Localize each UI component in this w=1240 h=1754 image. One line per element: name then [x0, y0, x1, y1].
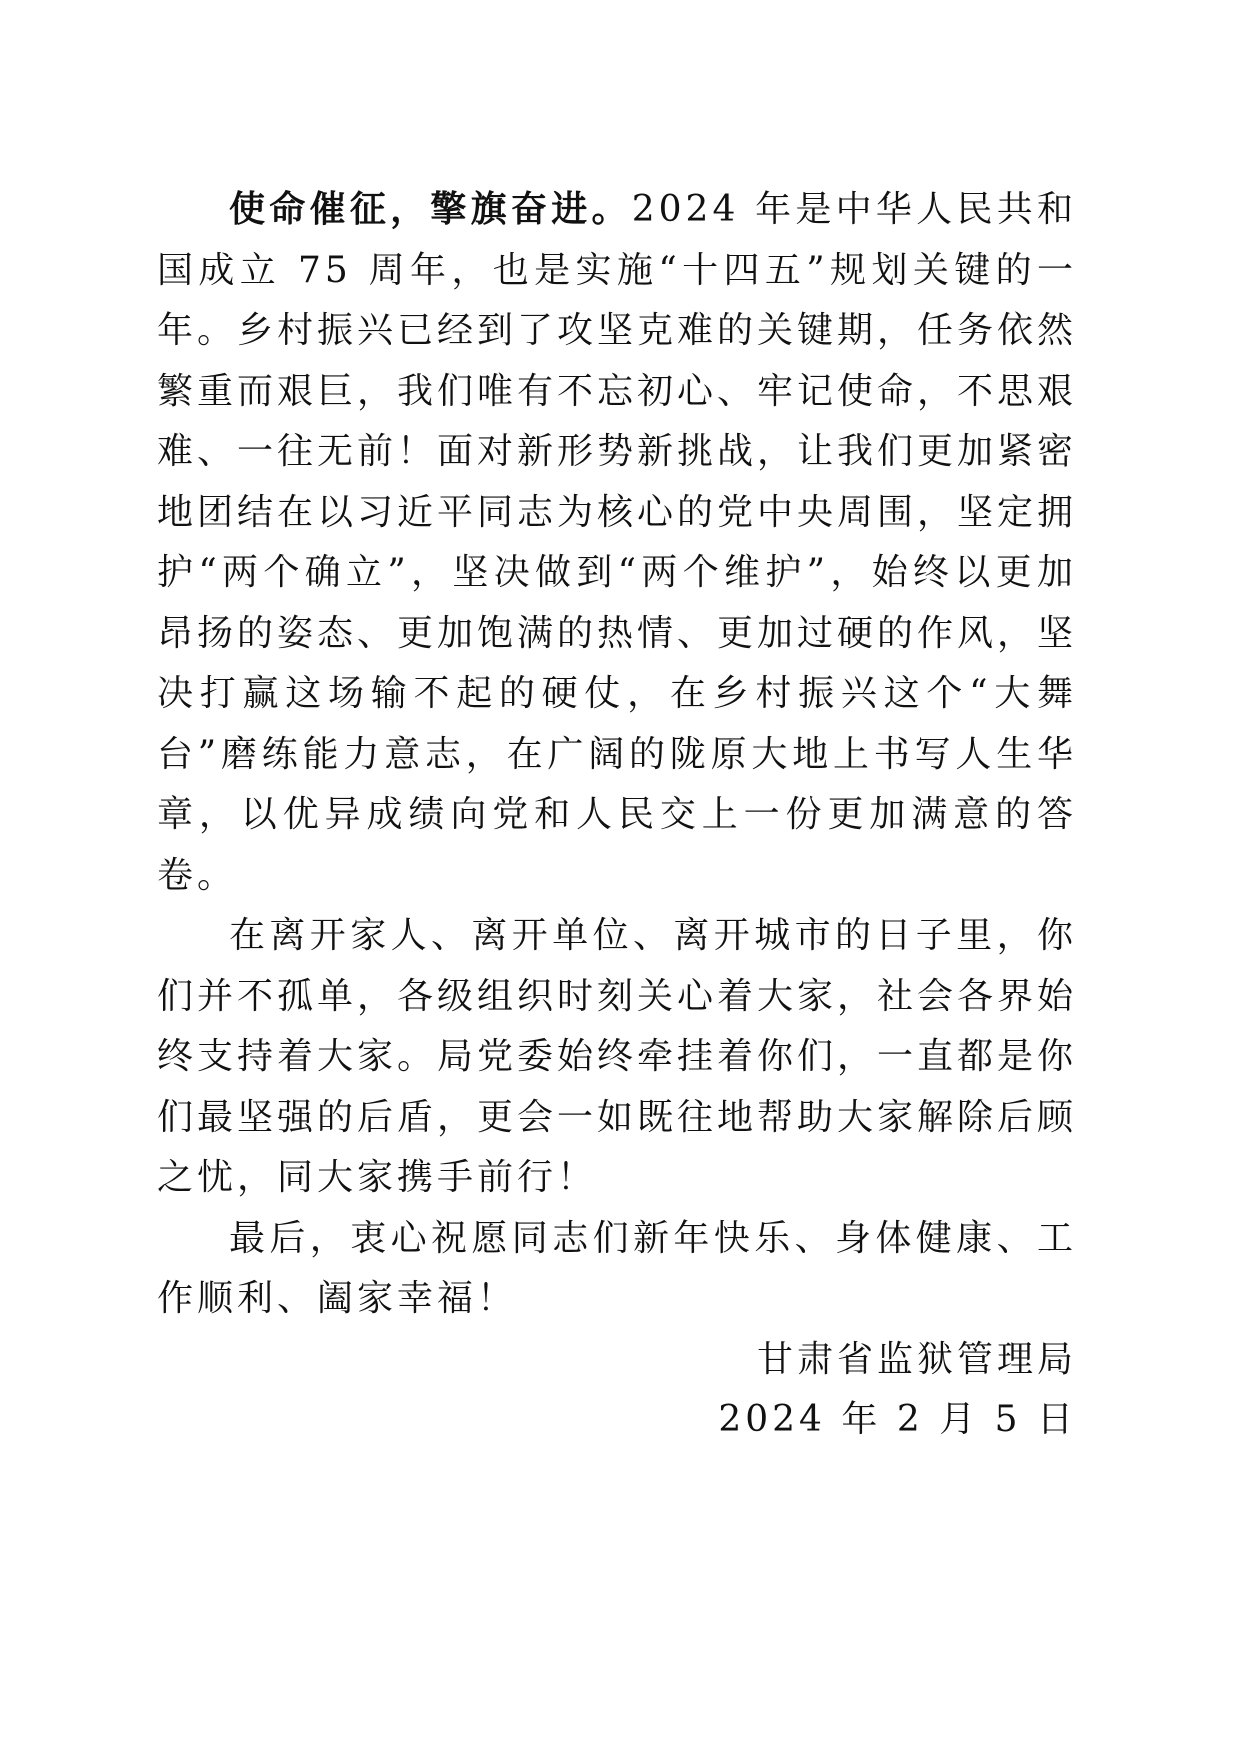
signature-organization: 甘肃省监狱管理局 — [756, 1338, 1077, 1380]
paragraph-wishes: 最后，衷心祝愿同志们新年快乐、身体健康、工作顺利、阖家幸福！ — [157, 1217, 1077, 1319]
paragraph-support: 在离开家人、离开单位、离开城市的日子里，你们并不孤单，各级组织时刻关心着大家，社会各界始终支持着大家。局党委始终牵挂着你们，一直都是你们最坚强的后盾，更会一如既往地帮助大家解除后顾之忧，同大家携手前行！ — [157, 915, 1078, 1198]
paragraph-mission-text: 2024 年是中华人民共和国成立 75 周年，也是实施“十四五”规划关键的一年。乡村振兴已经到了攻坚克难的关键期，任务依然繁重而艰巨，我们唯有不忘初心、牢记使命，不思艰难、一往无前！面对新形势新挑战，让我们更加紧密地团结在以习近平同志为核心的党中央周围，坚定拥护“两个确立”，坚决做到“两个维护”，始终以更加昂扬的姿态、更加饱满的热情、更加过硬的作风，坚决打赢这场输不起的硬仗，在乡村振兴这个“大舞台”磨练能力意志，在广阔的陇原大地上书写人生华章，以优异成绩向党和人民交上一份更加满意的答卷。 — [157, 189, 1078, 896]
signature-date: 2024 年 2 月 5 日 — [718, 1399, 1077, 1440]
letter-body — [157, 180, 1077, 1451]
paragraph-lead-heading: 使命催征，擎旗奋进。 — [229, 189, 632, 230]
paragraph-mission — [157, 180, 1077, 906]
